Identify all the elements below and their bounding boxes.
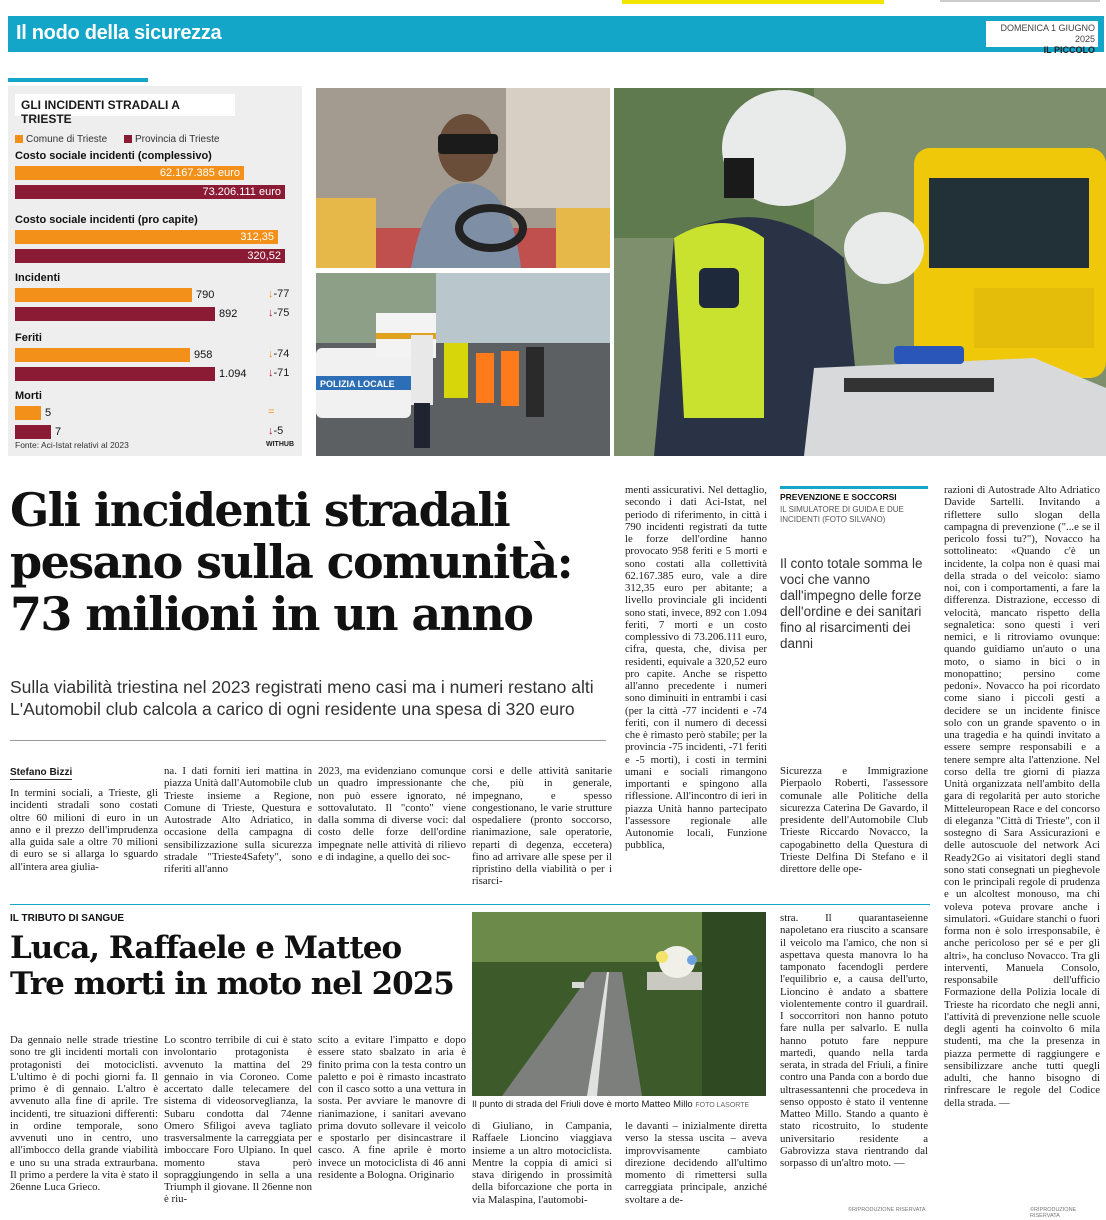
bar-provincia	[15, 185, 285, 199]
story-divider	[10, 904, 930, 905]
copyright-story1: ©RIPRODUZIONE RISERVATA	[1030, 1207, 1077, 1219]
bar-value-label: 790	[196, 289, 215, 301]
article-col-6: Sicurezza e Immigrazione Pierpaolo Roberti, l'assessore comunale alle Politiche della sicurezza Caterina De Gavardo, il presidente dell'Automobile Club Trieste Riccardo Novacco, la capogabinetto della Questura di Trieste Delfina Di Stefano e il direttore delle ope-	[780, 765, 928, 875]
road-photo-credit: FOTO LASORTE	[695, 1102, 750, 1109]
delta-value: -74	[273, 348, 290, 360]
photo-driving-simulator	[316, 88, 610, 268]
top-rule	[0, 0, 1106, 14]
bar-value-label: 7	[55, 426, 62, 438]
delta-comune	[268, 406, 274, 418]
subheadline	[10, 676, 610, 720]
delta-provincia	[268, 425, 283, 437]
bar-provincia	[15, 307, 238, 321]
bar-comune	[15, 406, 52, 420]
photo-caption-box	[780, 486, 928, 525]
delta-value: -5	[273, 425, 284, 437]
road-photo-caption-text: Il punto di strada del Friuli dove è morto Matteo Millo	[472, 1099, 693, 1110]
photo-road-memorial	[472, 912, 766, 1096]
delta-value: -77	[273, 288, 290, 300]
article-col-4: corsi e delle attività sanitarie che, più in generale, impegnano, e spesso congestionano, le varie strutture ospedaliere (pronto soccorso, rianimazione, sale operatorie, reparti di degenza, eccetera) fino ad arrivare alle spese per il ripristino della viabilità o per i risarci-	[472, 765, 612, 888]
infographic	[8, 86, 302, 456]
infographic-legend	[15, 134, 233, 145]
bar-value-label: 892	[219, 308, 238, 320]
story2-col-6: stra. Il quarantaseienne napoletano era riuscito a scansare il veicolo ma l'amico, che non si aspettava questa manovra lo ha tamponato facendogli perdere l'equilibrio e, a causa dell'urto, Lioncino è andato a sbattere violentemente contro il guardrail. I soccorritori non hanno potuto fare nulla per salvarlo. E nulla hanno potuto fare neppure martedì, quando nella tarda serata, in strada del Friuli, a finire contro una Panda con a bordo due ultrasessantenni che procedeva in senso opposto è stato il ventenne Matteo Millo. Stando a quanto è stato ricostruito, lo studente universitario residente a Gabrovizza stava rientrando dal sorpasso di un'altro moto. —	[780, 912, 928, 1169]
infographic-source: Fonte: Aci-Istat relativi al 2023	[15, 440, 129, 450]
delta-comune	[268, 348, 289, 360]
subhead-line-2: L'Automobil club calcola a carico di ogni residente una spesa di 320 euro	[10, 699, 575, 719]
infographic-title: GLI INCIDENTI STRADALI A TRIESTE	[15, 94, 235, 116]
bar-comune	[15, 166, 244, 180]
top-grey-bar	[940, 0, 1100, 2]
bar-value-label: 1.094	[219, 368, 247, 380]
arrow-down-icon: ↓	[268, 425, 274, 437]
story2-col-4: di Giuliano, in Campania, Raffaele Lioncino viaggiava insieme a un altro motociclista. Mentre la coppia di amici si stava dirigendo in prossimità della biforcazione che porta in via Malaspina, l'automobi-	[472, 1120, 612, 1206]
bar-group-title: Costo sociale incidenti (pro capite)	[15, 214, 198, 226]
story2-col-2: Lo scontro terribile di cui è stato involontario protagonista è avvenuto la mattina del 29 gennaio in via Coroneo. Come accertato dalle telecamere del sistema di videosorveglianza, la Subaru condotta dal 74enne Omero Sfiligoi aveva tagliato trasversalmente la carreggiata per imboccare Foro Ulpiano. In quel momento stava però sopraggiungendo in sella a una Triumph il giovane. Il 26enne non è riu-	[164, 1034, 312, 1206]
divider	[10, 740, 606, 741]
bar-value-label: 5	[45, 407, 52, 419]
story2-headline: Luca, Raffaele e Matteo Tre morti in moto nel 2025	[10, 930, 454, 1002]
delta-provincia	[268, 367, 289, 379]
caption-text: IL SIMULATORE DI GUIDA E DUE INCIDENTI (FOTO SILVANO)	[780, 505, 904, 524]
subhead-line-1: Sulla viabilità triestina nel 2023 registrati meno casi ma i numeri restano alti	[10, 677, 594, 697]
bar-provincia	[15, 367, 247, 381]
headline: Gli incidenti stradali pesano sulla comunità: 73 milioni in un anno	[10, 483, 572, 641]
story2-col-3: scito a evitare l'impatto e dopo essere stato sbalzato in aria è finito prima con la testa contro un paletto e poi è rimasto incastrato con il casco sotto a una vettura in sosta. Per avviare le manovre di rianimazione, i sanitari avevano prima dovuto sollevare il veicolo e spostarlo per disincastrare il casco. A fine aprile è morto invece un motociclista di 46 anni residente a Bologna. Originario	[318, 1034, 466, 1181]
legend-item-comune: Comune di Trieste	[15, 134, 107, 145]
legend-swatch-orange	[15, 135, 23, 143]
byline: Stefano Bizzi	[10, 767, 73, 778]
date-box	[986, 21, 1098, 55]
arrow-down-icon: ↓	[268, 367, 274, 379]
article-col-3: 2023, ma evidenziano comunque un quadro impressionante che non può essere ignorato, né sottovalutato. Il "conto" viene dalla somma di diverse voci: dal costo delle forze dell'ordine impegnate nelle attività di rilievo e di indagine, a quello dei soc-	[318, 765, 466, 863]
section-header	[8, 16, 1104, 55]
article-col-7: razioni di Autostrade Alto Adriatico Davide Sartelli. Invitando a riflettere sullo slogan della campagna di prevenzione ("...e se il pericolo fossi tu?"), Novacco ha sottolineato: «Quando c'è un incidente, la colpa non è quasi mai della strada o del veicolo: siamo noi, con i comportamenti, a fare la differenza. Distrazione, eccesso di velocità, mancato rispetto della segnaletica: sono questi i veri nemici, e li ritroviamo ovunque: quando guidiamo un'auto o una moto, o siamo in bici o in monopattino; persino come pedoni». Novacco ha poi ricordato come siano i piccoli gesti a decidere se un incidente finisce solo con un grande spavento o in una tragedia e ha quindi invitato a essere sempre responsabili e a tenere sempre alta l'attenzione. Nel corso della tre giorni di piazza Unità organizzata nell'ambito della gara di regolarità per auto storiche Mitteleuropean Race e del concorso di eleganza "Città di Trieste", con il sostegno di Sara Assicurazioni e delle autoscuole del network Aci Ready2Go ai visitatori degli stand sono stati consegnati un pieghevole con le principali regole di prudenza e un alcoltest monouso, ma chi voleva poteva provare anche i simulatori. «Guidare stanchi o fuori forma non è solo irresponsabile, è anche pericoloso per sé e per gli altri», ha concluso Novacco. Tra gli interventi, Manuela Consolo, responsabile dell'ufficio Formazione della Polizia locale di Trieste ha ricordato che negli anni, l'attività di prevenzione nelle scuole degli agenti ha coinvolto 6 mila studenti, ma che la presenza in piazza permette di raggiungere e sensibilizzare anche tutti quegli adulti, che hanno bisogno di rinfrescare le regole del Codice della strada. —	[944, 484, 1100, 1109]
bar-value-label: 62.167.385 euro	[159, 167, 240, 179]
bar-value-label: 312,35	[240, 231, 274, 243]
issue-date: DOMENICA 1 GIUGNO 2025	[1000, 23, 1095, 44]
bar-provincia	[15, 249, 285, 263]
bar-group-title: Incidenti	[15, 272, 61, 284]
newspaper-name: IL PICCOLO	[1043, 45, 1095, 55]
delta-value: -75	[273, 307, 290, 319]
story2-kicker: IL TRIBUTO DI SANGUE	[10, 913, 125, 924]
bar-value-label: 73.206.111 euro	[202, 186, 281, 198]
photo-accident-scene	[316, 273, 610, 456]
section-title: Il nodo della sicurezza	[16, 22, 222, 44]
copyright-story2: ©RIPRODUZIONE RISERVATA	[848, 1207, 926, 1213]
top-accent-bar	[622, 0, 884, 4]
caption-accent-bar	[780, 486, 928, 489]
article-col-2: na. I dati forniti ieri mattina in piazza Unità dall'Automobile club Trieste insieme a Regione, Comune di Trieste, Questura e Autostrade Alto Adriatico, in occasione della campagna di sensibilizzazione sulla sicurezza stradale "Trieste4Safety", sono riferiti all'anno	[164, 765, 312, 875]
bar-group-title: Feriti	[15, 332, 42, 344]
bar-group-title: Morti	[15, 390, 42, 402]
pull-quote: Il conto totale somma le voci che vanno dall'impegno delle forze dell'ordine e dei sanitari fino al risarcimenti dei danni	[780, 556, 923, 651]
story2-col-5: le davanti – inizialmente diretta verso la stessa uscita – aveva improvvisamente cambiato direzione decidendo all'ultimo momento di rimettersi sulla carreggiata principale, anziché svoltare a de-	[625, 1120, 767, 1206]
arrow-down-icon: ↓	[268, 348, 274, 360]
bar-group-title: Costo sociale incidenti (complessivo)	[15, 150, 212, 162]
bar-comune	[15, 230, 278, 244]
arrow-down-icon: ↓	[268, 307, 274, 319]
bar-value-label: 958	[194, 349, 213, 361]
legend-item-provincia: Provincia di Trieste	[124, 134, 219, 145]
delta-value: =	[268, 406, 275, 418]
delta-provincia	[268, 307, 289, 319]
svg-text:POLIZIA LOCALE: POLIZIA LOCALE	[320, 379, 395, 389]
caption-kicker: PREVENZIONE E SOCCORSI	[780, 492, 897, 502]
delta-comune	[268, 288, 289, 300]
photo-police-motorcycle	[614, 88, 1106, 456]
article-col-1: In termini sociali, a Trieste, gli incidenti stradali sono costati oltre 60 milioni di euro in un anno e il prezzo dell'imprudenza alla guida sale a oltre 70 milioni di euro se si allarga lo sguardo all'intera area giulia-	[10, 787, 158, 873]
article-col-5: menti assicurativi. Nel dettaglio, secondo i dati Aci-Istat, nel periodo di riferimento, in città i 790 incidenti registrati da tutte le forze dell'ordine hanno provocato 958 feriti e 5 morti e sono costati alla collettività 62.167.385 euro, vale a dire 312,35 euro per abitante; a livello provinciale gli incidenti sono stati, invece, 892 con 1.094 feriti, 7 morti e un costo complessivo di 73.206.111 euro, cifra, questa, che, divisa per residenti, equivale a 320,52 euro pro capite. Anche se rispetto all'anno precedente i numeri sono diminuiti in entrambi i casi (per la città -77 incidenti e -74 feriti, con il numero di decessi che è rimasto però stabile; per la provincia -75 incidenti, -71 feriti e -5 morti), i costi in termini umani e sociali rimangono importanti e spingono alla riflessione. All'incontro di ieri in piazza Unità hanno partecipato l'assessore regionale alle Autonomie locali, Funzione pubblica,	[625, 484, 767, 852]
bar-value-label: 320,52	[247, 250, 281, 262]
bar-comune	[15, 348, 213, 362]
delta-value: -71	[273, 367, 290, 379]
infographic-logo: WITHUB	[266, 441, 294, 448]
bar-comune	[15, 288, 215, 302]
legend-swatch-red	[124, 135, 132, 143]
story2-col-1: Da gennaio nelle strade triestine sono tre gli incidenti mortali con protagonisti dei motociclisti. L'ultimo è di pochi giorni fa. Il primo è di gennaio. L'altro è avvenuto alla fine di aprile. Tre incidenti, tre situazioni differenti: in ordine temporale, sono avvenuti uno in centro, uno all'imbocco della grande viabilità e uno su una strada extraurbana. Il primo a perdere la vita è stato il 26enne Luca Grieco.	[10, 1034, 158, 1193]
road-photo-caption	[472, 1099, 772, 1110]
infographic-accent-bar	[8, 78, 148, 82]
bar-provincia	[15, 425, 62, 439]
arrow-down-icon: ↓	[268, 288, 274, 300]
